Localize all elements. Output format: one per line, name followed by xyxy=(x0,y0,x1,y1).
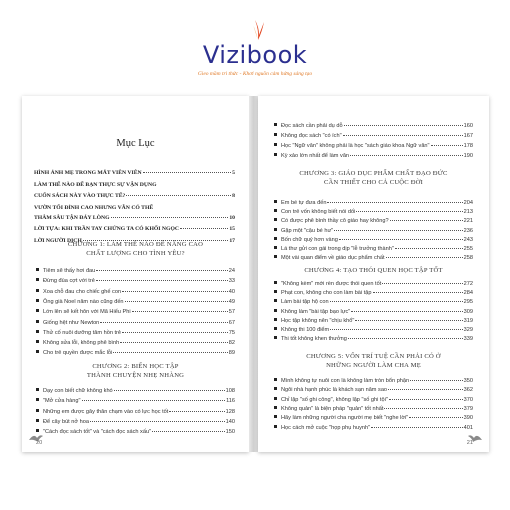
toc-entry-page: 128 xyxy=(225,408,235,415)
toc-entry-title: Chỉ lặp "số ghi công", không lặp "số ghi tội" xyxy=(281,396,388,403)
toc-entry-page: 255 xyxy=(463,246,473,252)
dot-leader xyxy=(351,311,462,312)
toc-entry-page: 67 xyxy=(228,319,235,326)
brand-tagline: Gieo mầm tri thức - Khơi nguồn cảm hứng sáng tạo xyxy=(197,71,313,77)
dot-leader xyxy=(330,329,462,330)
toc-front-entry xyxy=(34,182,235,189)
page-number-right: 21 xyxy=(466,440,473,446)
dot-leader xyxy=(355,320,462,321)
bullet-icon xyxy=(274,327,277,330)
toc-entry xyxy=(274,336,473,343)
vizibook-logo-icon xyxy=(253,18,265,42)
toc-entry xyxy=(36,320,235,327)
bullet-icon xyxy=(274,237,277,240)
toc-entry-title: Cho trẻ quyền được mắc lỗi xyxy=(43,350,113,357)
toc-entry xyxy=(36,409,235,416)
toc-entry-page: 213 xyxy=(463,209,473,216)
dot-leader xyxy=(330,301,463,302)
bullet-icon xyxy=(36,398,39,401)
toc-entry-page: 8 xyxy=(232,193,235,199)
toc-entry-title: Có được phê bình thầy cô giáo hay không? xyxy=(281,218,389,225)
dot-leader xyxy=(180,228,228,229)
dot-leader xyxy=(169,411,224,412)
toc-entry-title: Giống hệt như Newton xyxy=(43,319,100,326)
bullet-icon xyxy=(274,415,277,418)
toc-entry-page: 350 xyxy=(463,378,473,384)
bullet-icon xyxy=(36,278,39,281)
toc-entry-title: LỜI TỰA: KHI TRẦN TAY CHỨNG TA CÓ KHỐI NGỌC xyxy=(34,226,179,232)
toc-entry-title: Để cây bút nở hoa xyxy=(43,418,89,425)
toc-entry-page: 24 xyxy=(228,268,235,274)
dot-leader xyxy=(125,301,228,302)
toc-entry xyxy=(274,218,473,225)
toc-front-entry xyxy=(34,205,235,212)
toc-entry-title: Làm bài tập hộ con xyxy=(281,299,329,306)
toc-entry-title: Dạy con biết chữ không khó xyxy=(43,388,113,394)
dot-leader xyxy=(382,283,462,284)
dot-leader xyxy=(122,291,228,292)
toc-entry-page: 17 xyxy=(229,237,235,244)
toc-entry-page: 49 xyxy=(228,298,235,305)
toc-entry xyxy=(274,299,473,306)
toc-entry-page: 15 xyxy=(229,226,235,232)
chapter-2-heading-line2: THÀNH CHUYỆN NHẸ NHÀNG xyxy=(86,372,185,379)
dot-leader xyxy=(344,125,463,126)
toc-entry xyxy=(36,330,235,337)
dot-leader xyxy=(410,380,463,381)
bullet-icon xyxy=(274,153,277,156)
toc-entry-title: "Mở cửa hàng" xyxy=(43,398,81,405)
bullet-icon xyxy=(36,419,39,422)
toc-entry-page: 167 xyxy=(463,133,473,139)
bullet-icon xyxy=(36,289,39,292)
bullet-icon xyxy=(274,281,277,284)
toc-entry-page: 140 xyxy=(225,418,235,425)
chapter-1-heading-line2: CHẤT LƯỢNG CHO TÌNH YÊU? xyxy=(86,250,185,257)
dot-leader xyxy=(389,399,463,400)
dot-leader xyxy=(100,322,227,323)
toc-entry xyxy=(274,387,473,394)
toc-entry-title: THÂM SÂU TẬN ĐÁY LÒNG xyxy=(34,214,110,221)
toc-entry-title: Học cách mở cuộc "họp phụ huynh" xyxy=(281,424,371,431)
toc-entry-title: Không thi 100 điểm xyxy=(281,327,330,333)
bullet-icon xyxy=(274,397,277,400)
dot-leader xyxy=(82,400,226,401)
dot-leader xyxy=(388,389,463,390)
bullet-icon xyxy=(36,330,39,333)
bullet-icon xyxy=(274,425,277,428)
toc-entry-title: Tiêm sẽ thấy hơi đau xyxy=(43,268,96,274)
brand-name: Vizibook xyxy=(202,41,308,69)
toc-entry-page: 221 xyxy=(463,218,473,225)
toc-entry-page: 309 xyxy=(463,308,473,315)
bullet-icon xyxy=(274,299,277,302)
toc-entry-title: Ngôi nhà hạnh phúc là khách sạn năm sao xyxy=(281,387,388,394)
toc-entry xyxy=(36,429,235,436)
dot-leader xyxy=(122,332,228,333)
toc-entry-page: 89 xyxy=(228,350,235,357)
dot-leader xyxy=(339,239,463,240)
toc-entry-title: Thi tốt không khen thưởng xyxy=(281,336,347,343)
bullet-icon xyxy=(274,209,277,212)
chapter-4-heading: CHƯƠNG 4: TẠO THÓI QUEN HỌC TẬP TỐT xyxy=(304,267,443,274)
toc-entry-page: 339 xyxy=(463,336,473,343)
toc-entry-page: 295 xyxy=(463,299,473,306)
toc-entry-title: Lá thư gửi con gái trong dịp "lễ trưởng thành" xyxy=(281,246,394,252)
toc-entry-page: 57 xyxy=(228,309,235,316)
toc-entry-page: 160 xyxy=(463,123,473,129)
right-page xyxy=(258,96,489,452)
bullet-icon xyxy=(274,387,277,390)
toc-entry-title: HÌNH ẢNH MẸ TRONG MẮT VIÊN VIÊN xyxy=(34,170,142,176)
toc-entry-page: 108 xyxy=(225,388,235,394)
toc-entry-title: Đọc sách cần phải dụ dỗ xyxy=(281,123,343,129)
bullet-icon xyxy=(36,350,39,353)
bullet-icon xyxy=(274,228,277,231)
bullet-icon xyxy=(36,299,39,302)
toc-entry xyxy=(274,281,473,288)
toc-entry xyxy=(274,246,473,253)
dot-leader xyxy=(143,172,232,173)
toc-entry xyxy=(274,209,473,216)
dot-leader xyxy=(114,390,225,391)
toc-entry-title: LÀM THẾ NÀO ĐỂ BẠN THỰC SỰ VẬN DỤNG xyxy=(34,181,157,188)
dot-leader xyxy=(384,408,462,409)
dot-leader xyxy=(390,220,463,221)
toc-entry xyxy=(274,228,473,235)
chapter-5-heading-line2: NHỮNG NGƯỜI LÀM CHA MẸ xyxy=(326,362,421,369)
toc-entry-title: Không đọc sách "có ích" xyxy=(281,133,342,139)
chapter-3-heading-line1: CHƯƠNG 3: GIÁO DỤC PHẨM CHẤT ĐẠO ĐỨC xyxy=(299,170,448,177)
toc-entry xyxy=(274,143,473,150)
toc-front-entry xyxy=(34,226,235,233)
toc-entry xyxy=(274,153,473,160)
toc-entry xyxy=(274,290,473,297)
bullet-icon xyxy=(36,268,39,271)
toc-entry xyxy=(36,350,235,357)
toc-entry-page: 401 xyxy=(463,424,473,431)
dot-leader xyxy=(120,342,228,343)
toc-entry xyxy=(274,255,473,262)
toc-entry-page: 150 xyxy=(225,429,235,436)
bullet-icon xyxy=(274,246,277,249)
toc-entry-title: CUỐN SÁCH NÀY VÀO THỰC TẾ? xyxy=(34,193,126,199)
toc-entry xyxy=(36,419,235,426)
toc-entry xyxy=(274,378,473,385)
toc-entry-page: 236 xyxy=(463,227,473,234)
toc-entry-page: 370 xyxy=(463,396,473,403)
toc-entry-title: Những em được gây thân chạm vào có lực học tốt xyxy=(43,408,169,415)
toc-entry-title: Một vài quan điểm về giáo dục phẩm chất xyxy=(281,255,385,262)
toc-entry-title: Gặp một "cậu bé hư" xyxy=(281,227,334,234)
toc-entry-page: 190 xyxy=(463,153,473,159)
toc-entry-title: Con trẻ vốn không biết nói dối xyxy=(281,209,356,216)
toc-entry-title: LỜI NGƯỜI DỊCH xyxy=(34,237,82,244)
toc-entry-page: 75 xyxy=(228,329,235,336)
toc-entry-page: 390 xyxy=(463,415,473,422)
dot-leader xyxy=(90,421,225,422)
bullet-icon xyxy=(36,340,39,343)
toc-front-entry xyxy=(34,170,235,177)
toc-entry-title: Học "Ngữ văn" không phải là học "sách giáo khoa Ngữ văn" xyxy=(281,143,430,149)
toc-entry xyxy=(274,200,473,207)
toc-entry-page: 362 xyxy=(463,387,473,394)
toc-entry xyxy=(274,237,473,244)
dot-leader xyxy=(386,257,463,258)
toc-entry xyxy=(36,299,235,306)
toc-front-entry xyxy=(34,193,235,200)
toc-entry xyxy=(274,318,473,325)
dot-leader xyxy=(348,338,463,339)
toc-entry-page: 258 xyxy=(463,255,473,262)
toc-entry-title: Lớn lên sẽ kết hôn với Mã Hiểu Phi xyxy=(43,309,131,316)
dot-leader xyxy=(343,135,463,136)
toc-entry-title: Kỳ xảo lớn nhất để làm văn xyxy=(281,153,350,159)
dot-leader xyxy=(356,211,462,212)
toc-entry-page: 33 xyxy=(228,278,235,285)
left-page xyxy=(22,96,249,452)
bullet-icon xyxy=(36,320,39,323)
dot-leader xyxy=(113,352,227,353)
toc-entry xyxy=(36,398,235,405)
bullet-icon xyxy=(274,290,277,293)
dot-leader xyxy=(350,155,463,156)
dot-leader xyxy=(96,280,228,281)
toc-entry-page: 82 xyxy=(228,340,235,347)
dot-leader xyxy=(431,145,463,146)
toc-entry-title: Không sửa lỗi, không phê bình xyxy=(43,340,120,347)
bullet-icon xyxy=(36,409,39,412)
bullet-icon xyxy=(274,133,277,136)
toc-entry-title: Mình không tự nuôi con là không làm tròn bổn phận xyxy=(281,378,410,384)
toc-entry xyxy=(274,397,473,404)
toc-entry-page: 10 xyxy=(229,214,235,221)
toc-entry-page: 5 xyxy=(232,170,235,176)
chapter-5-heading-line1: CHƯƠNG 5: VỐN TRÍ TUỆ CẦN PHẢI CÓ Ở xyxy=(306,353,441,360)
toc-entry-page: 319 xyxy=(463,317,473,324)
dot-leader xyxy=(395,248,463,249)
bullet-icon xyxy=(274,309,277,312)
bullet-icon xyxy=(274,218,277,221)
toc-entry-title: Xoa chỗ đau cho chiếc ghế con xyxy=(43,288,122,295)
toc-entry xyxy=(274,425,473,432)
chapter-1-heading-line1: CHƯƠNG 1: LÀM THẾ NÀO ĐỂ NÂNG CAO xyxy=(67,241,204,248)
bullet-icon xyxy=(274,318,277,321)
toc-entry-page: 204 xyxy=(463,200,473,206)
toc-entry xyxy=(36,309,235,316)
toc-entry xyxy=(274,123,473,130)
chapter-3-heading-line2: CẦN THIẾT CHO CẢ CUỘC ĐỜI xyxy=(323,179,424,186)
bullet-icon xyxy=(274,378,277,381)
dot-leader xyxy=(373,292,463,293)
toc-entry xyxy=(36,388,235,395)
toc-entry-title: Học tập không nên "chịu khổ" xyxy=(281,317,355,324)
bullet-icon xyxy=(274,336,277,339)
dot-leader xyxy=(132,311,228,312)
toc-entry xyxy=(274,327,473,334)
toc-entry-title: Thử cố nuôi dưỡng tâm hồn trẻ xyxy=(43,329,122,336)
toc-entry-title: Phạt con, không cho con làm bài tập xyxy=(281,290,372,297)
toc-entry-title: Bốn chữ quý hơn vàng xyxy=(281,236,338,243)
chapter-2-heading-line1: CHƯƠNG 2: BIẾN HỌC TẬP xyxy=(92,363,179,370)
book-spine xyxy=(249,96,258,452)
toc-entry-page: 379 xyxy=(463,405,473,412)
page-number-left: 20 xyxy=(36,440,43,446)
bullet-icon xyxy=(274,200,277,203)
toc-front-entry xyxy=(34,215,235,222)
toc-entry xyxy=(274,309,473,316)
toc-entry-title: VƯỜN TỐI ĐỈNH CAO NHƯNG VẪN CÓ THỂ xyxy=(34,204,154,211)
bullet-icon xyxy=(274,143,277,146)
bullet-icon xyxy=(36,309,39,312)
toc-entry-page: 178 xyxy=(463,143,473,149)
toc-entry-title: Đừng đùa cợt với trẻ xyxy=(43,278,95,285)
bullet-icon xyxy=(274,123,277,126)
toc-entry-title: Không quản" là biện pháp "quản" tốt nhất xyxy=(281,405,384,412)
toc-entry-title: Hãy làm những người cha người mẹ biết "nghe lời" xyxy=(281,415,409,422)
dot-leader xyxy=(152,431,225,432)
dot-leader xyxy=(96,270,227,271)
toc-entry-title: Không làm "bài tập bạo lực" xyxy=(281,308,351,315)
toc-entry-page: 243 xyxy=(463,236,473,243)
toc-entry-title: Ông già Noel năm nào cũng đến xyxy=(43,298,124,305)
toc-entry-page: 272 xyxy=(463,281,473,287)
toc-entry xyxy=(274,415,473,422)
toc-entry xyxy=(274,133,473,140)
toc-entry xyxy=(36,289,235,296)
toc-entry-page: 40 xyxy=(228,288,235,295)
bullet-icon xyxy=(36,388,39,391)
toc-entry xyxy=(36,340,235,347)
toc-entry-title: "Cách đọc sách tốt" và "cách đọc sách xấu" xyxy=(43,429,152,436)
brand-header xyxy=(0,0,510,88)
bullet-icon xyxy=(274,406,277,409)
toc-entry-page: 116 xyxy=(226,398,235,405)
toc-entry-page: 329 xyxy=(463,327,473,333)
toc-entry xyxy=(274,406,473,413)
toc-title: Mục Lục xyxy=(116,138,155,149)
toc-entry-title: "Không kèm" mới rèn được thói quen tốt xyxy=(281,281,382,287)
toc-entry xyxy=(36,268,235,275)
toc-entry-page: 284 xyxy=(463,290,473,297)
dot-leader xyxy=(371,427,463,428)
dot-leader xyxy=(111,217,229,218)
toc-entry-title: Em bé tự đưa đến xyxy=(281,200,327,206)
dot-leader xyxy=(327,202,462,203)
bullet-icon xyxy=(274,255,277,258)
dot-leader xyxy=(126,195,231,196)
dot-leader xyxy=(334,230,462,231)
toc-entry xyxy=(36,278,235,285)
dot-leader xyxy=(409,417,462,418)
